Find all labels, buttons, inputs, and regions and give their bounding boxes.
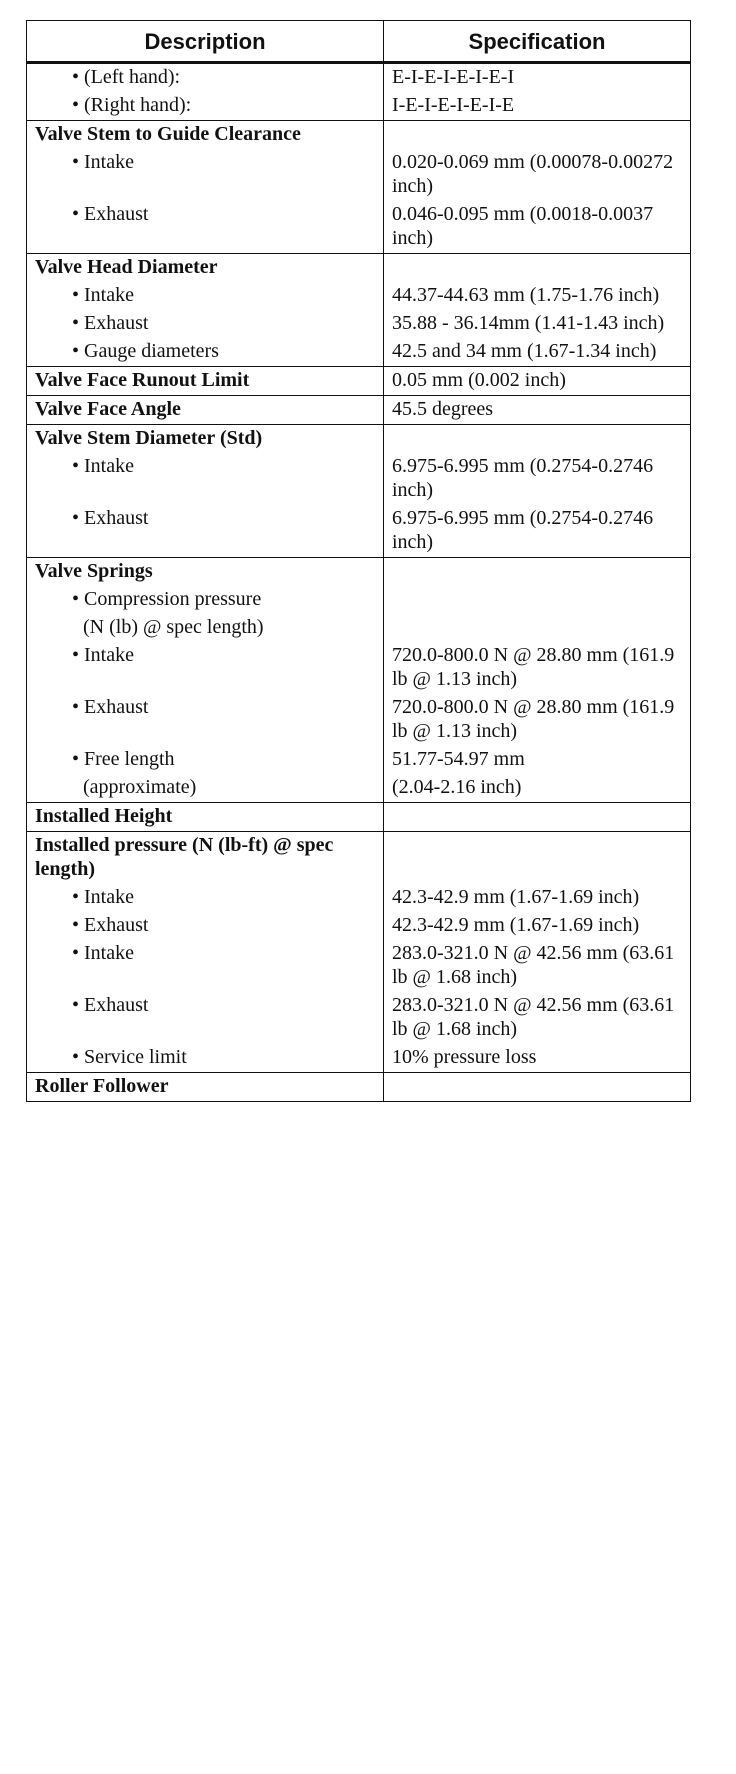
row-specification [384, 558, 691, 587]
table-row [27, 558, 691, 587]
row-specification [384, 614, 691, 642]
table-row [27, 992, 691, 1044]
row-specification [384, 121, 691, 150]
row-specification: 0.046-0.095 mm (0.0018-0.0037 inch) [384, 201, 691, 254]
row-specification: 42.3-42.9 mm (1.67-1.69 inch) [384, 912, 691, 940]
row-description: • Exhaust [27, 912, 384, 940]
table-row [27, 310, 691, 338]
row-description: • (Right hand): [27, 92, 384, 121]
row-specification: 0.05 mm (0.002 inch) [384, 367, 691, 396]
valve-spec-table [26, 20, 691, 1102]
table-row [27, 884, 691, 912]
table-row [27, 614, 691, 642]
row-specification: 283.0-321.0 N @ 42.56 mm (63.61 lb @ 1.68 inch) [384, 940, 691, 992]
row-specification: 720.0-800.0 N @ 28.80 mm (161.9 lb @ 1.13 inch) [384, 642, 691, 694]
row-description: • Compression pressure [27, 586, 384, 614]
row-specification: 35.88 - 36.14mm (1.41-1.43 inch) [384, 310, 691, 338]
table-row [27, 121, 691, 150]
row-specification [384, 425, 691, 454]
table-row [27, 586, 691, 614]
row-specification: I-E-I-E-I-E-I-E [384, 92, 691, 121]
table-row [27, 774, 691, 803]
row-description: • Intake [27, 149, 384, 201]
row-specification: 720.0-800.0 N @ 28.80 mm (161.9 lb @ 1.13 inch) [384, 694, 691, 746]
table-row [27, 201, 691, 254]
table-row [27, 149, 691, 201]
table-row [27, 642, 691, 694]
row-specification [384, 254, 691, 283]
row-specification: 10% pressure loss [384, 1044, 691, 1073]
table-row [27, 1044, 691, 1073]
table-row [27, 367, 691, 396]
row-specification: 283.0-321.0 N @ 42.56 mm (63.61 lb @ 1.68 inch) [384, 992, 691, 1044]
row-description: • Intake [27, 884, 384, 912]
table-row [27, 803, 691, 832]
row-description: • Intake [27, 642, 384, 694]
row-specification: 51.77-54.97 mm [384, 746, 691, 774]
row-specification: 0.020-0.069 mm (0.00078-0.00272 inch) [384, 149, 691, 201]
table-row [27, 63, 691, 93]
table-row [27, 425, 691, 454]
section-heading: Valve Face Angle [27, 396, 384, 425]
table-row [27, 453, 691, 505]
row-specification: E-I-E-I-E-I-E-I [384, 63, 691, 93]
row-specification: 42.5 and 34 mm (1.67-1.34 inch) [384, 338, 691, 367]
table-row [27, 92, 691, 121]
row-description: • Intake [27, 282, 384, 310]
row-description: (N (lb) @ spec length) [27, 614, 384, 642]
row-description: (approximate) [27, 774, 384, 803]
row-description: • Exhaust [27, 992, 384, 1044]
section-heading: Installed Height [27, 803, 384, 832]
row-specification: 45.5 degrees [384, 396, 691, 425]
table-row [27, 746, 691, 774]
row-specification: 42.3-42.9 mm (1.67-1.69 inch) [384, 884, 691, 912]
section-heading: Valve Stem to Guide Clearance [27, 121, 384, 150]
row-description: • Exhaust [27, 505, 384, 558]
spec-table-container [26, 20, 690, 1102]
row-description: • Free length [27, 746, 384, 774]
section-heading: Roller Follower [27, 1073, 384, 1102]
row-specification [384, 803, 691, 832]
row-description: • Intake [27, 940, 384, 992]
table-row [27, 832, 691, 885]
row-description: • Service limit [27, 1044, 384, 1073]
row-description: • (Left hand): [27, 63, 384, 93]
section-heading: Valve Springs [27, 558, 384, 587]
row-description: • Exhaust [27, 201, 384, 254]
table-row [27, 940, 691, 992]
table-row [27, 338, 691, 367]
row-description: • Gauge diameters [27, 338, 384, 367]
section-heading: Valve Face Runout Limit [27, 367, 384, 396]
row-description: • Exhaust [27, 310, 384, 338]
row-specification: 6.975-6.995 mm (0.2754-0.2746 inch) [384, 505, 691, 558]
row-specification: 6.975-6.995 mm (0.2754-0.2746 inch) [384, 453, 691, 505]
header-row [27, 21, 691, 63]
row-description: • Exhaust [27, 694, 384, 746]
table-row [27, 1073, 691, 1102]
table-row [27, 694, 691, 746]
row-specification [384, 586, 691, 614]
section-heading: Installed pressure (N (lb-ft) @ spec length) [27, 832, 384, 885]
row-description: • Intake [27, 453, 384, 505]
table-row [27, 254, 691, 283]
table-row [27, 282, 691, 310]
description-header: Description [27, 21, 384, 63]
row-specification [384, 1073, 691, 1102]
table-row [27, 912, 691, 940]
row-specification: (2.04-2.16 inch) [384, 774, 691, 803]
table-row [27, 505, 691, 558]
row-specification [384, 832, 691, 885]
table-row [27, 396, 691, 425]
specification-header: Specification [384, 21, 691, 63]
section-heading: Valve Head Diameter [27, 254, 384, 283]
row-specification: 44.37-44.63 mm (1.75-1.76 inch) [384, 282, 691, 310]
section-heading: Valve Stem Diameter (Std) [27, 425, 384, 454]
